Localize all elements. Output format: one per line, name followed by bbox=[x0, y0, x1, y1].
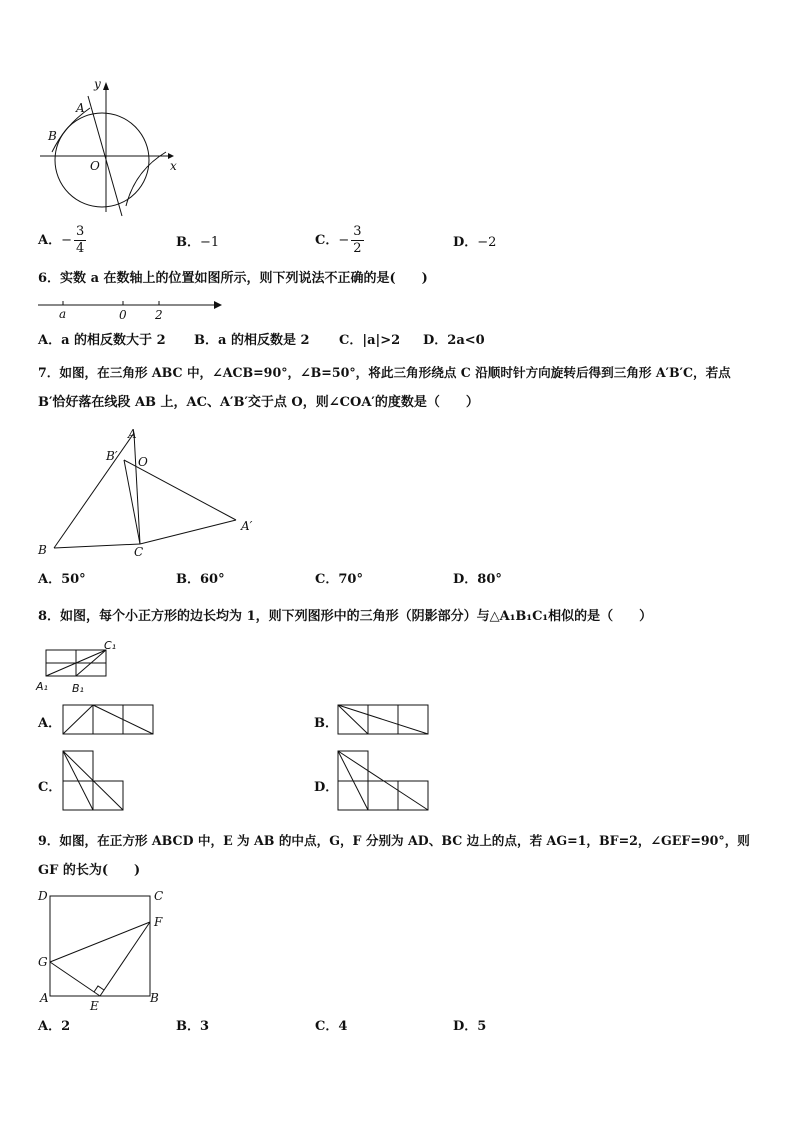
q9-option-c-text: 4 bbox=[338, 1019, 348, 1034]
q7-option-a-text: 50° bbox=[61, 572, 86, 587]
q6-option-b-letter: B． bbox=[194, 333, 218, 348]
q5-option-a-sign: − bbox=[61, 233, 72, 248]
q6-option-c[interactable] bbox=[339, 332, 400, 350]
q6-label-zero: 0 bbox=[119, 308, 127, 322]
q5-label-A: A bbox=[76, 101, 85, 115]
q7-option-d-text: 80° bbox=[477, 572, 502, 587]
q6-option-c-letter: C． bbox=[339, 333, 363, 348]
q9-option-a-text: 2 bbox=[61, 1019, 71, 1034]
q5-option-a-letter: A． bbox=[38, 233, 62, 248]
q6-option-c-text: |a|>2 bbox=[362, 333, 401, 348]
q7-option-b-letter: B． bbox=[176, 572, 200, 587]
q5-label-O: O bbox=[90, 159, 100, 173]
q7-option-b[interactable] bbox=[176, 571, 225, 589]
q7-label-A: A bbox=[128, 427, 137, 441]
q9-label-B: B bbox=[150, 991, 159, 1005]
q7-option-d[interactable] bbox=[453, 571, 502, 589]
q9-label-G: G bbox=[38, 955, 48, 969]
q5-option-c-letter: C． bbox=[315, 233, 339, 248]
q5-option-d-letter: D． bbox=[453, 235, 478, 250]
q7-figure bbox=[36, 424, 266, 564]
q5-option-a-fraction bbox=[74, 224, 86, 257]
q6-option-a[interactable] bbox=[38, 332, 166, 350]
q7-label-B1: B′ bbox=[106, 449, 118, 463]
q8-option-b-letter[interactable]: B． bbox=[314, 716, 338, 731]
q6-option-b[interactable] bbox=[194, 332, 310, 350]
q7-stem-line1: 7．如图，在三角形 ABC 中，∠ACB=90°，∠B=50°，将此三角形绕点 C 沿顺时针方向旋转后得到三角形 A′B′C，若点 bbox=[38, 365, 731, 380]
q9-label-E: E bbox=[90, 999, 99, 1013]
q7-option-a-letter: A． bbox=[38, 572, 62, 587]
q5-label-B: B bbox=[48, 129, 57, 143]
q8-label-B1: B₁ bbox=[72, 682, 84, 695]
q6-option-a-letter: A． bbox=[38, 333, 62, 348]
q6-option-d-letter: D． bbox=[423, 333, 448, 348]
q9-label-D: D bbox=[38, 889, 48, 903]
q9-option-b-letter: B． bbox=[176, 1019, 200, 1034]
q6-number-line bbox=[38, 296, 228, 322]
q8-option-a-figure bbox=[62, 704, 156, 736]
q9-option-a-letter: A． bbox=[38, 1019, 62, 1034]
q5-option-c-num: 3 bbox=[353, 224, 362, 239]
q8-option-a-letter[interactable]: A． bbox=[38, 716, 62, 731]
q5-option-d[interactable] bbox=[453, 234, 496, 252]
q9-option-b-text: 3 bbox=[200, 1019, 210, 1034]
q7-label-B: B bbox=[38, 543, 47, 557]
q9-option-c[interactable] bbox=[315, 1018, 347, 1036]
q6-stem: 6．实数 a 在数轴上的位置如图所示，则下列说法不正确的是( ) bbox=[38, 271, 428, 286]
q5-figure bbox=[40, 78, 190, 218]
q7-option-c-letter: C． bbox=[315, 572, 339, 587]
q8-option-d-letter[interactable]: D． bbox=[314, 780, 339, 795]
q7-option-a[interactable] bbox=[38, 571, 86, 589]
q5-option-a[interactable] bbox=[38, 224, 86, 257]
q5-label-y: y bbox=[94, 77, 101, 91]
q5-option-a-den: 4 bbox=[76, 241, 85, 256]
q9-option-b[interactable] bbox=[176, 1018, 209, 1036]
q9-option-d-letter: D． bbox=[453, 1019, 478, 1034]
q9-label-C: C bbox=[154, 889, 164, 903]
q6-option-d[interactable] bbox=[423, 332, 485, 350]
q8-option-d-figure bbox=[337, 750, 431, 812]
q7-label-C: C bbox=[134, 545, 144, 559]
q9-stem-line2: GF 的长为( ) bbox=[38, 863, 141, 878]
q8-reference-figure bbox=[36, 640, 126, 698]
q9-stem-line1: 9．如图，在正方形 ABCD 中，E 为 AB 的中点，G，F 分别为 AD、BC 边上的点，若 AG=1，BF=2，∠GEF=90°，则 bbox=[38, 833, 750, 848]
q7-option-b-text: 60° bbox=[200, 572, 225, 587]
q9-figure bbox=[36, 886, 170, 1014]
q8-stem: 8．如图，每个小正方形的边长均为 1，则下列图形中的三角形（阴影部分）与△A₁B₁C₁相似的是（ ） bbox=[38, 609, 653, 624]
q5-option-c[interactable] bbox=[315, 224, 364, 257]
q9-label-A: A bbox=[40, 991, 49, 1005]
q9-option-c-letter: C． bbox=[315, 1019, 339, 1034]
q5-option-b-letter: B． bbox=[176, 235, 200, 250]
q5-option-b[interactable] bbox=[176, 234, 219, 252]
q8-option-b-figure bbox=[337, 704, 431, 736]
q6-label-a: a bbox=[59, 307, 67, 321]
q7-option-c-text: 70° bbox=[338, 572, 363, 587]
q5-option-c-den: 2 bbox=[353, 241, 362, 256]
q7-stem-line2: B′恰好落在线段 AB 上，AC、A′B′交于点 O，则∠COA′的度数是（ ） bbox=[38, 395, 479, 410]
q6-option-b-text: a 的相反数是 2 bbox=[218, 333, 310, 348]
q7-option-c[interactable] bbox=[315, 571, 363, 589]
q5-label-x: x bbox=[170, 159, 177, 173]
q9-label-F: F bbox=[154, 915, 163, 929]
q6-label-two: 2 bbox=[155, 308, 163, 322]
q9-option-d-text: 5 bbox=[477, 1019, 487, 1034]
q6-option-d-text: 2a<0 bbox=[447, 333, 485, 348]
q8-label-C1: C₁ bbox=[104, 639, 117, 652]
q6-option-a-text: a 的相反数大于 2 bbox=[61, 333, 166, 348]
q9-option-d[interactable] bbox=[453, 1018, 486, 1036]
q5-option-a-num: 3 bbox=[76, 224, 85, 239]
q8-label-A1: A₁ bbox=[36, 680, 48, 693]
q5-option-b-text: −1 bbox=[200, 235, 220, 250]
q5-option-c-sign: − bbox=[338, 233, 350, 248]
q7-label-O: O bbox=[138, 455, 148, 469]
q7-label-A1: A′ bbox=[241, 519, 253, 533]
q5-option-d-text: −2 bbox=[477, 235, 497, 250]
q5-option-c-fraction bbox=[351, 224, 363, 257]
q9-option-a[interactable] bbox=[38, 1018, 70, 1036]
q8-option-c-figure bbox=[62, 750, 126, 812]
q7-option-d-letter: D． bbox=[453, 572, 478, 587]
q8-option-c-letter[interactable]: C． bbox=[38, 780, 62, 795]
